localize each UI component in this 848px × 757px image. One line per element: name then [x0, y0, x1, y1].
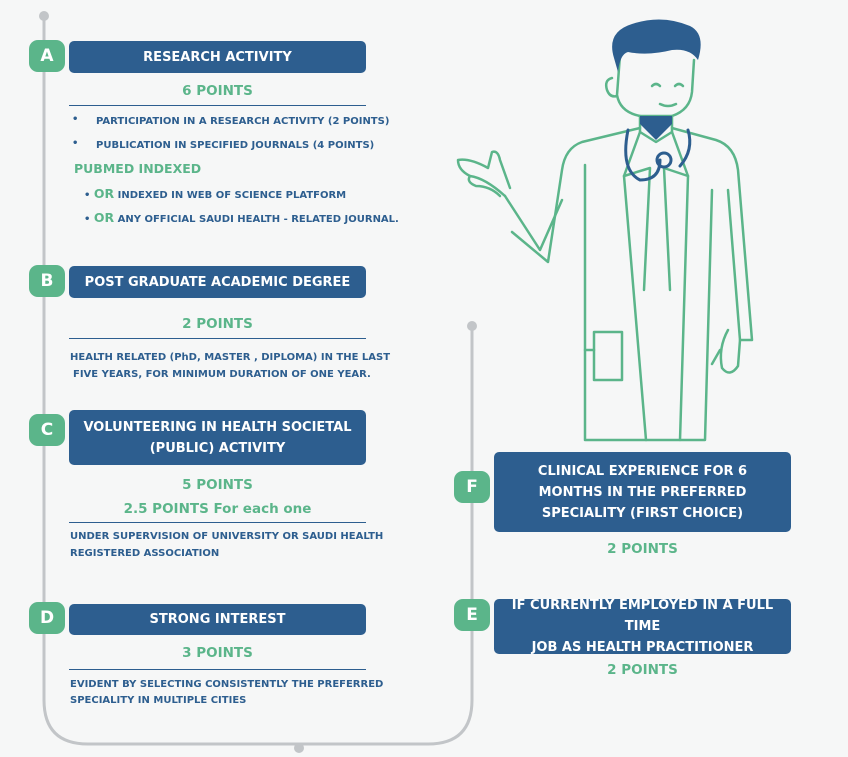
section-c-points: 5 POINTS [182, 477, 253, 493]
section-a-item-2: PUBLICATION IN SPECIFIED JOURNALS (4 POINTS) [96, 140, 375, 151]
section-e-title-1: IF CURRENTLY EMPLOYED IN A FULL TIME [511, 598, 774, 634]
doctor-illustration [450, 18, 770, 458]
or-word: OR [93, 210, 115, 225]
section-d-points: 3 POINTS [182, 645, 253, 661]
section-c-badge: C [29, 414, 65, 446]
section-b-badge: B [29, 265, 65, 297]
bullet-icon: • [72, 138, 79, 149]
section-b-desc-1: HEALTH RELATED (PhD, MASTER , DIPLOMA) IN THE LAST [70, 352, 391, 363]
section-f-title [494, 452, 791, 532]
or-item-1: • OR INDEXED IN WEB OF SCIENCE PLATFORM [84, 186, 347, 201]
section-c-title [69, 410, 366, 465]
section-b-divider [69, 338, 366, 339]
bullet-icon: • [72, 114, 79, 125]
section-f-badge: F [454, 471, 490, 503]
or-item-2-text: ANY OFFICIAL SAUDI HEALTH - RELATED JOURNAL. [117, 214, 399, 225]
section-d-title: STRONG INTEREST [69, 604, 366, 635]
section-e-title [494, 599, 791, 654]
or-word: OR [93, 186, 115, 201]
section-c-title-2: (PUBLIC) ACTIVITY [149, 440, 286, 456]
section-c-divider [69, 522, 366, 523]
section-c-desc-2: REGISTERED ASSOCIATION [70, 548, 220, 559]
section-a-points: 6 POINTS [182, 83, 253, 99]
or-item-2: • OR ANY OFFICIAL SAUDI HEALTH - RELATED JOURNAL. [84, 210, 399, 225]
section-a-item-1: PARTICIPATION IN A RESEARCH ACTIVITY (2 POINTS) [96, 116, 390, 127]
section-e-title-2: JOB AS HEALTH PRACTITIONER [531, 640, 754, 655]
section-d-divider [69, 669, 366, 670]
section-c-title-1: VOLUNTEERING IN HEALTH SOCIETAL [83, 419, 352, 435]
section-e-badge: E [454, 599, 490, 631]
pubmed-label: PUBMED INDEXED [74, 161, 202, 176]
section-d-desc-1: EVIDENT BY SELECTING CONSISTENTLY THE PREFERRED [70, 679, 384, 690]
section-f-title-3: SPECIALITY (FIRST CHOICE) [541, 505, 744, 521]
section-f-title-2: MONTHS IN THE PREFERRED [538, 484, 747, 500]
section-b-points: 2 POINTS [182, 316, 253, 332]
section-a-title: RESEARCH ACTIVITY [69, 41, 366, 73]
section-a-divider [69, 105, 366, 106]
section-f-points: 2 POINTS [607, 541, 678, 557]
section-c-desc-1: UNDER SUPERVISION OF UNIVERSITY OR SAUDI HEALTH [70, 531, 384, 542]
section-b-title: POST GRADUATE ACADEMIC DEGREE [69, 266, 366, 298]
or-item-1-text: INDEXED IN WEB OF SCIENCE PLATFORM [117, 190, 347, 201]
section-d-badge: D [29, 602, 65, 634]
section-f-title-1: CLINICAL EXPERIENCE FOR 6 [537, 463, 748, 479]
section-d-desc-2: SPECIALITY IN MULTIPLE CITIES [70, 695, 247, 706]
section-b-desc-2: FIVE YEARS, FOR MINIMUM DURATION OF ONE YEAR. [73, 369, 371, 380]
section-c-points-each: 2.5 POINTS For each one [123, 501, 312, 517]
section-a-badge: A [29, 40, 65, 72]
section-e-points: 2 POINTS [607, 662, 678, 678]
